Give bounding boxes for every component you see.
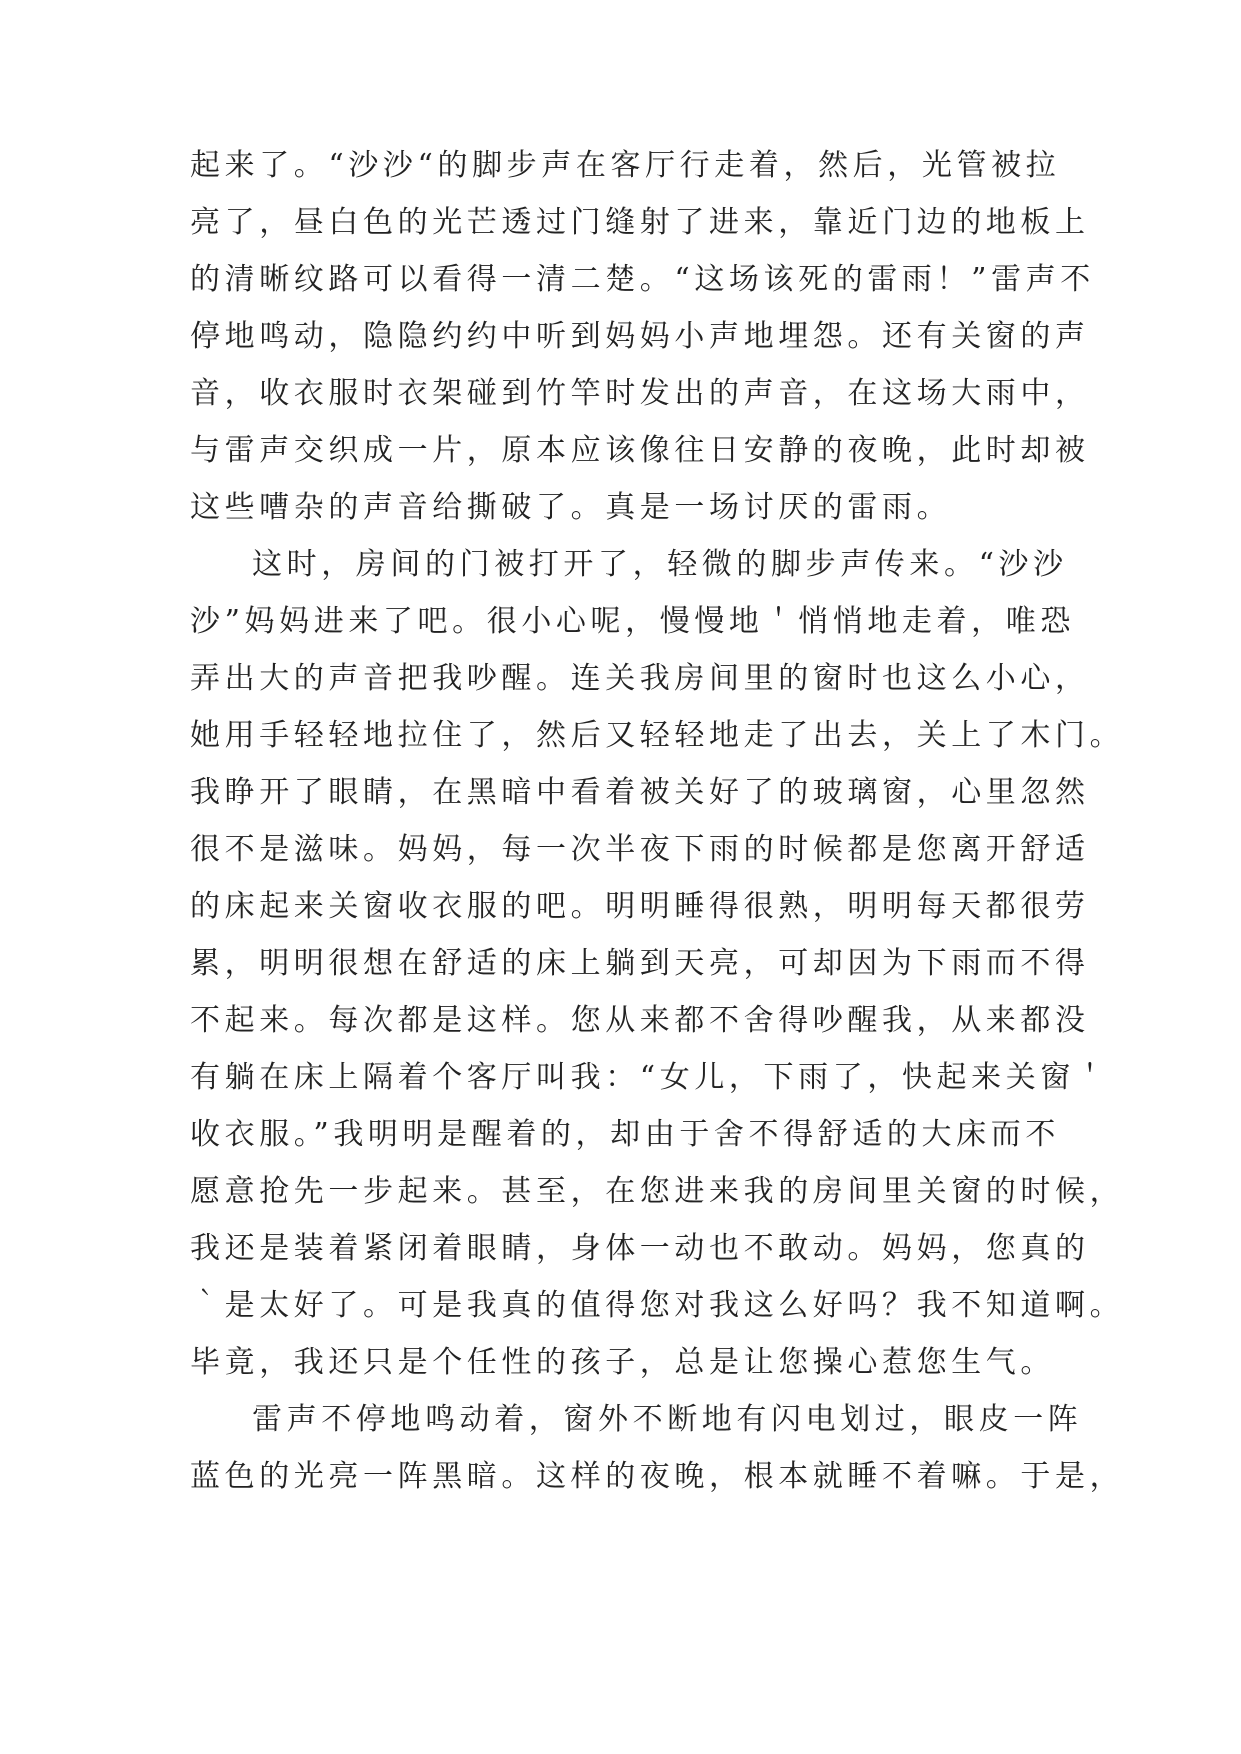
text-line: 起来了。“沙沙“的脚步声在客厅行走着，然后，光管被拉 [190,148,1061,183]
text-line: 很不是滋味。妈妈，每一次半夜下雨的时候都是您离开舒适 [190,832,1090,867]
text-line: 蓝色的光亮一阵黑暗。这样的夜晚，根本就睡不着嘛。于是， [190,1459,1125,1494]
text-line: 的清晰纹路可以看得一清二楚。“这场该死的雷雨！”雷声不 [190,262,1095,297]
text-line: 的床起来关窗收衣服的吧。明明睡得很熟，明明每天都很劳 [190,889,1090,924]
text-line: 有躺在床上隔着个客厅叫我：“女儿，下雨了，快起来关窗＇ [190,1060,1110,1095]
text-line: 弄出大的声音把我吵醒。连关我房间里的窗时也这么小心， [190,661,1090,696]
text-line: 愿意抢先一步起来。甚至，在您进来我的房间里关窗的时候， [190,1174,1125,1209]
text-line: 累，明明很想在舒适的床上躺到天亮，可却因为下雨而不得 [190,946,1090,981]
text-line: 毕竟，我还只是个任性的孩子，总是让您操心惹您生气。 [190,1345,1055,1380]
text-line: 我睁开了眼睛，在黑暗中看着被关好了的玻璃窗，心里忽然 [190,775,1090,810]
text-line: ｀是太好了。可是我真的值得您对我这么好吗？我不知道啊。 [190,1288,1125,1323]
text-line: 与雷声交织成一片，原本应该像往日安静的夜晚，此时却被 [190,433,1090,468]
text-line: 不起来。每次都是这样。您从来都不舍得吵醒我，从来都没 [190,1003,1090,1038]
text-line: 她用手轻轻地拉住了，然后又轻轻地走了出去，关上了木门。 [190,718,1125,753]
text-line: 沙”妈妈进来了吧。很小心呢，慢慢地＇悄悄地走着，唯恐 [190,604,1075,639]
paragraph-start-line: 雷声不停地鸣动着，窗外不断地有闪电划过，眼皮一阵 [252,1402,1083,1437]
text-line: 这些嘈杂的声音给撕破了。真是一场讨厌的雷雨。 [190,490,952,525]
text-line: 音，收衣服时衣架碰到竹竿时发出的声音，在这场大雨中， [190,376,1090,411]
text-line: 停地鸣动，隐隐约约中听到妈妈小声地埋怨。还有关窗的声 [190,319,1090,354]
paragraph-start-line: 这时，房间的门被打开了，轻微的脚步声传来。“沙沙 [252,547,1068,582]
text-line: 收衣服。”我明明是醒着的，却由于舍不得舒适的大床而不 [190,1117,1060,1152]
text-line: 我还是装着紧闭着眼睛，身体一动也不敢动。妈妈，您真的 [190,1231,1090,1266]
text-line: 亮了，昼白色的光芒透过门缝射了进来，靠近门边的地板上 [190,205,1090,240]
